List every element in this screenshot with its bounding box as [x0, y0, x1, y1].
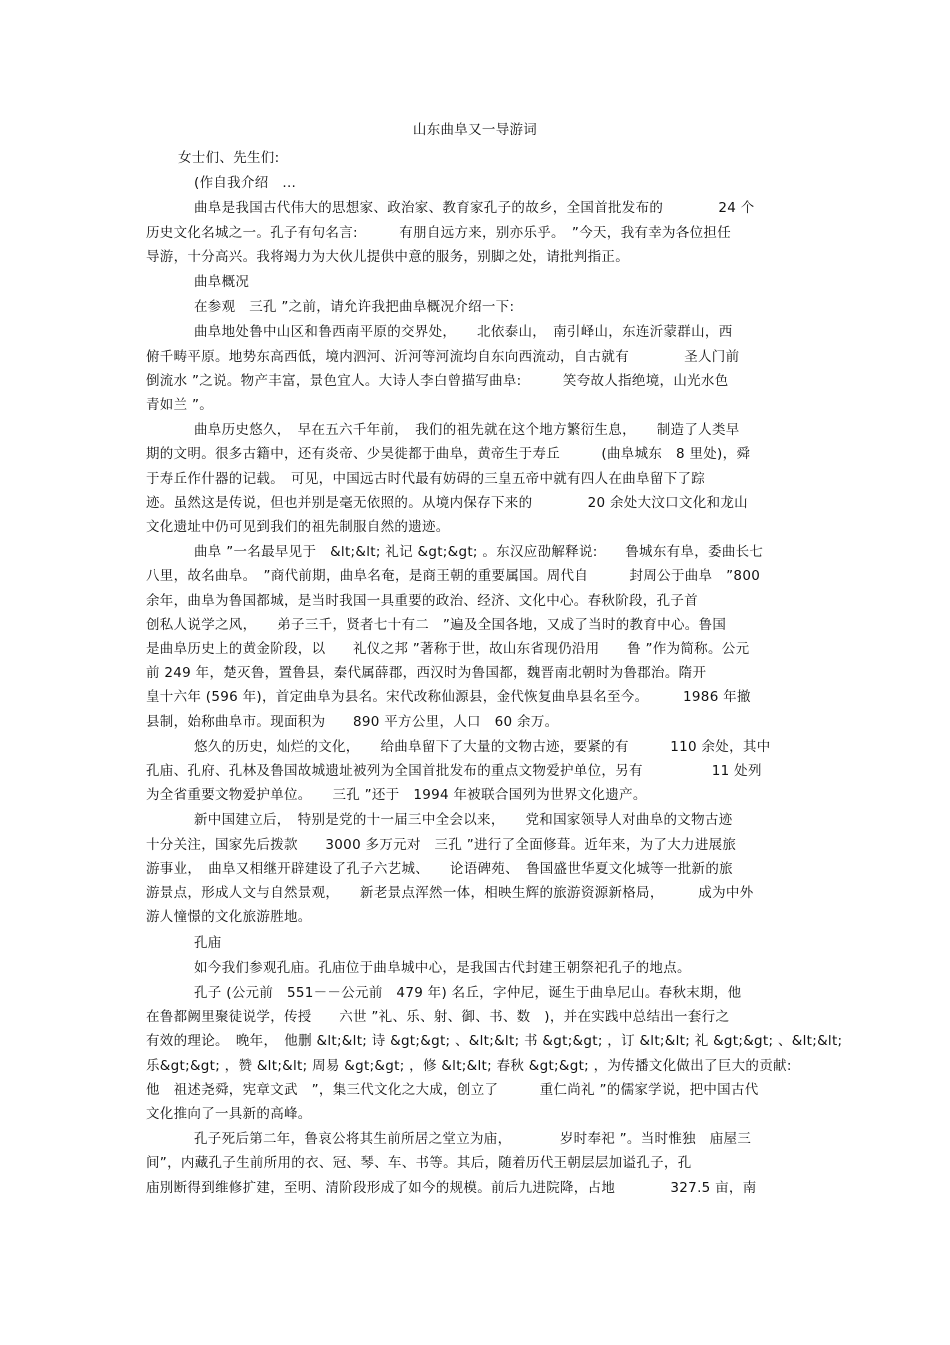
text-line: 曲阜概况 — [194, 274, 250, 291]
text-line: 孔庙、孔府、孔林及鲁国故城遗址被列为全国首批发布的重点文物爱护单位，另有 11 处列 — [146, 763, 762, 780]
text-line: 倒流水 ”之说。物产丰富，景色宜人。大诗人李白曾描写曲阜: 笑夸故人指绝境，山光水色 — [146, 372, 729, 389]
text-line: 历史文化名城之一。孔子有句名言: 有朋自远方来，别亦乐乎。 ”今天，我有幸为各位担任 — [146, 224, 731, 241]
text-line: 创私人说学之风， 弟子三千，贤者七十有二 ”遍及全国各地，又成了当时的教育中心。鲁国 — [146, 616, 727, 633]
text-line: 乐&gt;&gt; ，赞 &lt;&lt; 周易 &gt;&gt; ，修 &lt;&lt; 春秋 &gt;&gt; ，为传播文化做出了巨大的贡献: — [146, 1057, 792, 1074]
document-body — [146, 146, 843, 1200]
text-line: 迹。虽然这是传说，但也并别是毫无依照的。从境内保存下来的 20 余处大汶口文化和龙山 — [146, 494, 748, 511]
paragraph — [146, 146, 804, 170]
text-line: 八里，故名曲阜。 ”商代前期，曲阜名奄，是商王朝的重要属国。周代自 封周公于曲阜 ”800 — [146, 568, 761, 585]
text-line: 十分关注，国家先后拨款 3000 多万元对 三孔 ”进行了全面修葺。近年来，为了大力进展旅 — [146, 836, 737, 853]
text-line: 是曲阜历史上的黄金阶段，以 礼仪之邦 ”著称于世，故山东省现仍沿用 鲁 ”作为简称。公元 — [146, 641, 750, 658]
text-line: 文化遗址中仍可见到我们的祖先制服自然的遗迹。 — [146, 519, 450, 536]
text-line: (作自我介绍 ... — [194, 175, 310, 192]
text-line: 孔子死后第二年，鲁哀公将其生前所居之堂立为庙， 岁时奉祀 ”。当时惟独 庙屋三 — [194, 1131, 752, 1148]
text-line: 曲阜地处鲁中山区和鲁西南平原的交界处， 北依泰山， 南引峄山，东连沂蒙群山，西 — [194, 324, 733, 341]
text-line: 文化推向了一具新的高峰。 — [146, 1105, 312, 1122]
text-line: 县制，始称曲阜市。现面积为 890 平方公里，人口 60 余万。 — [146, 713, 559, 730]
text-line: 庙別断得到维修扩建，至明、清阶段形成了如今的规模。前后九进院降，占地 327.5 亩，南 — [146, 1179, 757, 1196]
paragraph — [146, 931, 804, 955]
text-line: 在鲁都阙里聚徒说学，传授 六世 ”礼、乐、射、御、书、数 )，并在实践中总结出一套行之 — [146, 1009, 730, 1026]
text-line: 曲阜 ”一名最早见于 &lt;&lt; 礼记 &gt;&gt; 。东汉应劭解释说: 鲁城东有阜，委曲长七 — [194, 544, 764, 561]
text-line: 游景点，形成人文与自然景观， 新老景点浑然一体，相映生辉的旅游资源新格局， 成为中外 — [146, 885, 754, 902]
paragraph — [146, 1127, 804, 1200]
paragraph — [146, 981, 843, 1126]
text-line: 女士们、先生们: — [178, 150, 280, 166]
text-line: 他 祖述尧舜，宪章文武 ”，集三代文化之大成，创立了 重仁尚礼 ”的儒家学说，把中国古代 — [146, 1081, 759, 1098]
text-line: 前 249 年，楚灭鲁，置鲁县，秦代属薛郡，西汉时为鲁国都，魏晋南北朝时为鲁郡治。隋开 — [146, 665, 707, 682]
paragraph — [146, 295, 804, 319]
paragraph — [146, 540, 804, 734]
text-line: 曲阜历史悠久， 早在五六千年前， 我们的祖先就在这个地方繁衍生息， 制造了人类早 — [194, 422, 740, 439]
paragraph — [146, 171, 804, 195]
text-line: 青如兰 ”。 — [146, 397, 214, 414]
text-line: 皇十六年 (596 年)，首定曲阜为县名。宋代改称仙源县，金代恢复曲阜县名至今。 1986 年撤 — [146, 689, 751, 706]
text-line: 俯千畴平原。地势东高西低，境内泗河、沂河等河流均自东向西流动，自古就有 圣人门前 — [146, 348, 740, 365]
text-line: 余年，曲阜为鲁国都城，是当时我国一具重要的政治、经济、文化中心。春秋阶段，孔子首 — [146, 592, 698, 609]
document-title: 山东曲阜又一导游词 — [412, 122, 538, 138]
text-line: 曲阜是我国古代伟大的思想家、政治家、教育家孔子的故乡，全国首批发布的 24 个 — [194, 200, 755, 217]
paragraph — [146, 418, 804, 539]
text-line: 于寿丘作什器的记载。 可见，中国远古时代最有妨碍的三皇五帝中就有四人在曲阜留下了踪 — [146, 470, 706, 487]
text-line: 新中国建立后， 特别是党的十一届三中全会以来， 党和国家领导人对曲阜的文物古迹 — [194, 812, 733, 829]
text-line: 导游，十分高兴。我将竭力为大伙儿提供中意的服务，别脚之处，请批判指正。 — [146, 248, 629, 265]
paragraph — [146, 196, 804, 269]
text-line: 为全省重要文物爱护单位。 三孔 ”还于 1994 年被联合国列为世界文化遗产。 — [146, 787, 647, 804]
paragraph — [146, 956, 804, 980]
text-line: 期的文明。很多古籍中，还有炎帝、少昊徙都于曲阜，黄帝生于寿丘 (曲阜城东 8 里处)，舜 — [146, 446, 751, 463]
text-line: 游人憧憬的文化旅游胜地。 — [146, 909, 312, 926]
text-line: 如今我们参观孔庙。孔庙位于曲阜城中心，是我国古代封建王朝祭祀孔子的地点。 — [194, 959, 691, 976]
text-line: 孔庙 — [194, 934, 222, 951]
text-line: 悠久的历史，灿烂的文化， 给曲阜留下了大量的文物古迹，要紧的有 110 余处，其中 — [194, 738, 771, 755]
paragraph — [146, 320, 804, 417]
text-line: 游事业， 曲阜又相继开辟建设了孔子六艺城、 论语碑苑、 鲁国盛世华夏文化城等一批新的旅 — [146, 860, 733, 877]
text-line: 在参观 三孔 ”之前，请允许我把曲阜概况介绍一下: — [194, 299, 515, 316]
paragraph — [146, 808, 804, 929]
text-line: 有效的理论。 晚年， 他删 &lt;&lt; 诗 &gt;&gt; 、&lt;&lt; 书 &gt;&gt; ，订 &lt;&lt; 礼 &gt;&gt; 、&lt;&lt; — [146, 1033, 843, 1050]
text-line: 间”，内藏孔子生前所用的衣、冠、琴、车、书等。其后，随着历代王朝层层加谥孔子，孔 — [146, 1155, 692, 1172]
paragraph — [146, 735, 804, 808]
text-line: 孔子 (公元前 551－－公元前 479 年) 名丘，字仲尼，诞生于曲阜尼山。春秋末期，他 — [194, 984, 742, 1001]
paragraph — [146, 270, 804, 294]
